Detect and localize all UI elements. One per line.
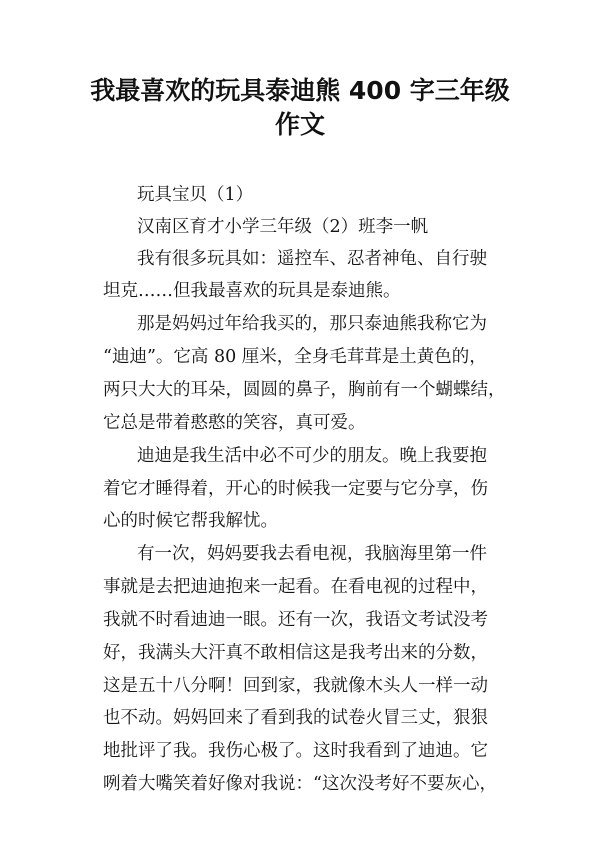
document-title-line-1: 我最喜欢的玩具泰迪熊 400 字三年级 [90,76,510,105]
text-line: 心的时候它帮我解忧。 [103,511,278,531]
text-line: 迪迪是我生活中必不可少的朋友。晚上我要抱 [137,446,487,466]
text-line: 地批评了我。我伤心极了。这时我看到了迪迪。它 [103,741,488,761]
text-line: 它总是带着憨憨的笑容，真可爱。 [103,413,366,433]
text-line: 好，我满头大汗真不敢相信这是我考出来的分数， [103,643,488,663]
text-line: 有一次，妈妈要我去看电视，我脑海里第一件 [137,544,487,564]
text-line: 这是五十八分啊！回到家，我就像木头人一样一动 [103,676,488,696]
text-line: 汉南区育才小学三年级（2）班李一帆 [137,217,429,237]
text-line: “迪迪”。它高 80 厘米，全身毛茸茸是土黄色的， [103,347,487,367]
text-line: 我有很多玩具如：遥控车、忍者神龟、自行驶 [137,249,487,269]
text-line: 事就是去把迪迪抱来一起看。在看电视的过程中， [103,577,488,597]
text-line: 也不动。妈妈回来了看到我的试卷火冒三丈，狠狠 [103,708,488,728]
text-line: 坦克……但我最喜欢的玩具是泰迪熊。 [103,281,401,301]
text-line: 玩具宝贝（1） [137,185,254,205]
text-line: 着它才睡得着，开心的时候我一定要与它分享，伤 [103,479,488,499]
text-line: 咧着大嘴笑着好像对我说：“这次没考好不要灰心， [103,774,497,794]
document-title-line-2: 作文 [274,110,325,139]
text-line: 两只大大的耳朵，圆圆的鼻子，胸前有一个蝴蝶结， [103,380,506,400]
text-line: 那是妈妈过年给我买的，那只泰迪熊我称它为 [137,314,487,334]
text-line: 我就不时看迪迪一眼。还有一次，我语文考试没考 [103,610,488,630]
